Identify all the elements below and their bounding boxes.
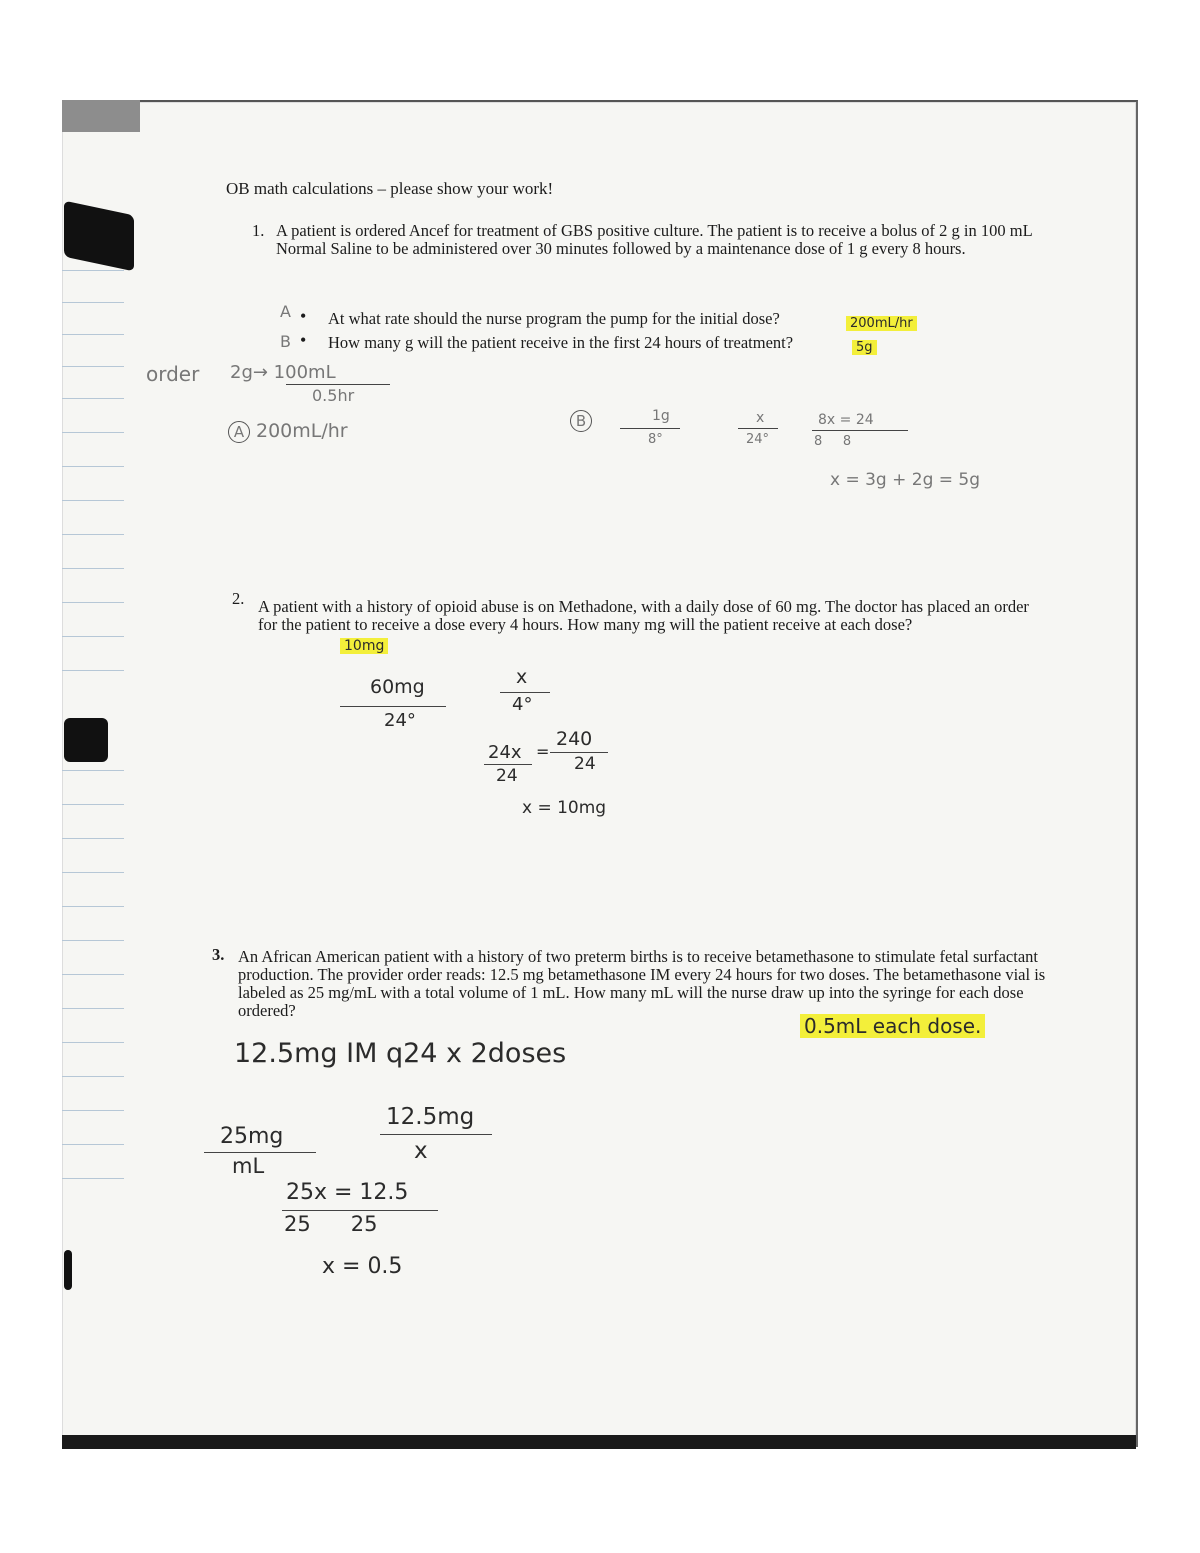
q2-f2-den: 4° [512,694,533,715]
margin-line [62,670,124,671]
q1-order-numerator: 2g→ 100mL [230,362,336,383]
q3-f1-num: 25mg [220,1124,284,1149]
q2-result: x = 10mg [522,798,607,818]
q1-work-a [228,420,348,443]
margin-line [62,270,124,271]
q1-bullet-a-marker: A [280,302,291,321]
margin-line [62,770,124,771]
q3-result: x = 0.5 [322,1254,403,1279]
page-bottom-edge [62,1435,1136,1449]
margin-line [62,1110,124,1111]
margin-line [62,1076,124,1077]
q2-f1-den: 24° [384,710,416,731]
q1-b-frac1-den: 8° [648,432,663,447]
q3-answer [800,1014,985,1038]
q3-eq-den: 25 25 [284,1212,378,1236]
fraction-bar [286,384,390,385]
margin-line [62,366,124,367]
q1-b-frac2-den: 24° [746,432,770,447]
q2-text: A patient with a history of opioid abuse is on Methadone, with a daily dose of 60 mg. The doctor has placed an order for the patient to receive a dose every 4 hours. How many mg will the patient receive at each dose? [258,597,1029,634]
margin-line [62,1178,124,1179]
q1-bullet-b-answer-text: 5g [852,340,877,355]
page-corner-shadow [62,100,140,132]
binder-ring-middle [64,718,108,762]
bullet-icon: • [300,306,307,326]
margin-line [62,432,124,433]
fraction-bar [500,692,550,693]
fraction-bar [550,752,608,753]
q1-b-eq-num: 8x = 24 [818,412,874,428]
q1-order-denominator: 0.5hr [312,386,355,405]
margin-line [62,398,124,399]
q3-text: An African American patient with a history of two preterm births is to receive betamethasone to stimulate fetal surfactant production. The provider order reads: 12.5 mg betamethasone IM every 24 hours for two doses. The betamethasone vial is labeled as 25 mg/mL with a total volume of 1 mL. How many mL will the nurse draw up into the syringe for each dose ordered? [238,947,1046,1020]
q3-f2-num: 12.5mg [386,1104,475,1130]
q3-order-line: 12.5mg IM q24 x 2doses [234,1038,567,1069]
q2-eq-sign: = [536,742,550,761]
q2-eq-right-num: 240 [556,728,593,750]
margin-line [62,1144,124,1145]
q3-number: 3. [212,945,225,964]
bullet-icon: • [300,330,307,350]
margin-line [62,568,124,569]
margin-line [62,500,124,501]
margin-line [62,302,124,303]
q2-eq-right-den: 24 [574,754,596,774]
q1-bullet-a-answer [846,316,917,331]
margin-line [62,466,124,467]
margin-line [62,1008,124,1009]
q1-text: A patient is ordered Ancef for treatment of GBS positive culture. The patient is to receive a bolus of 2 g in 100 mL Normal Saline to be administered over 30 minutes followed by a maintenance dose of 1 g every 8 hours. [276,221,1033,258]
q3-f2-den: x [414,1138,428,1164]
margin-line [62,534,124,535]
q1-work-b-marker-text: B [570,410,592,432]
q1-bullet-a-answer-text: 200mL/hr [846,316,917,331]
margin-line [62,940,124,941]
q2-answer [340,638,388,654]
q1-bullet-a-text: At what rate should the nurse program the pump for the initial dose? [328,309,780,328]
margin-line [62,636,124,637]
q3-answer-text: 0.5mL each dose. [800,1014,985,1038]
margin-line [62,334,124,335]
margin-line [62,838,124,839]
binder-ring-bottom [64,1250,72,1290]
q3-f1-den: mL [232,1154,265,1178]
fraction-bar [380,1134,492,1135]
q1-work-b-marker [570,410,598,432]
q1-b-frac2-num: x [756,410,765,426]
fraction-bar [812,430,908,431]
q1-work-a-answer: 200mL/hr [256,420,348,442]
margin-line [62,1042,124,1043]
margin-line [62,906,124,907]
margin-line [62,872,124,873]
q2-answer-text: 10mg [340,638,388,654]
q1-b-result: x = 3g + 2g = 5g [830,470,981,490]
q1-number: 1. [252,221,265,240]
q2-number: 2. [232,589,245,608]
margin-line [62,974,124,975]
fraction-bar [620,428,680,429]
worksheet-title: OB math calculations – please show your work! [226,179,554,198]
worksheet-page [62,100,1138,1447]
q1-b-frac1-num: 1g [652,408,670,424]
fraction-bar [340,706,446,707]
q3-eq-num: 25x = 12.5 [286,1180,409,1205]
margin-line [62,602,124,603]
fraction-bar [738,428,778,429]
margin-line [62,804,124,805]
q2-f2-num: x [516,666,528,688]
q1-work-a-marker: A [228,421,250,443]
q1-bullet-b-text: How many g will the patient receive in the first 24 hours of treatment? [328,333,794,352]
fraction-bar [204,1152,316,1153]
q2-f1-num: 60mg [370,676,425,698]
q2-eq-left-den: 24 [496,766,518,786]
q1-bullet-b-marker: B [280,332,291,351]
q2-eq-left-num: 24x [488,742,522,763]
fraction-bar [484,764,532,765]
q1-order-label: order [146,362,200,386]
fraction-bar [282,1210,438,1211]
q1-b-eq-den: 8 8 [814,434,852,449]
q1-bullet-b-answer [852,340,877,355]
